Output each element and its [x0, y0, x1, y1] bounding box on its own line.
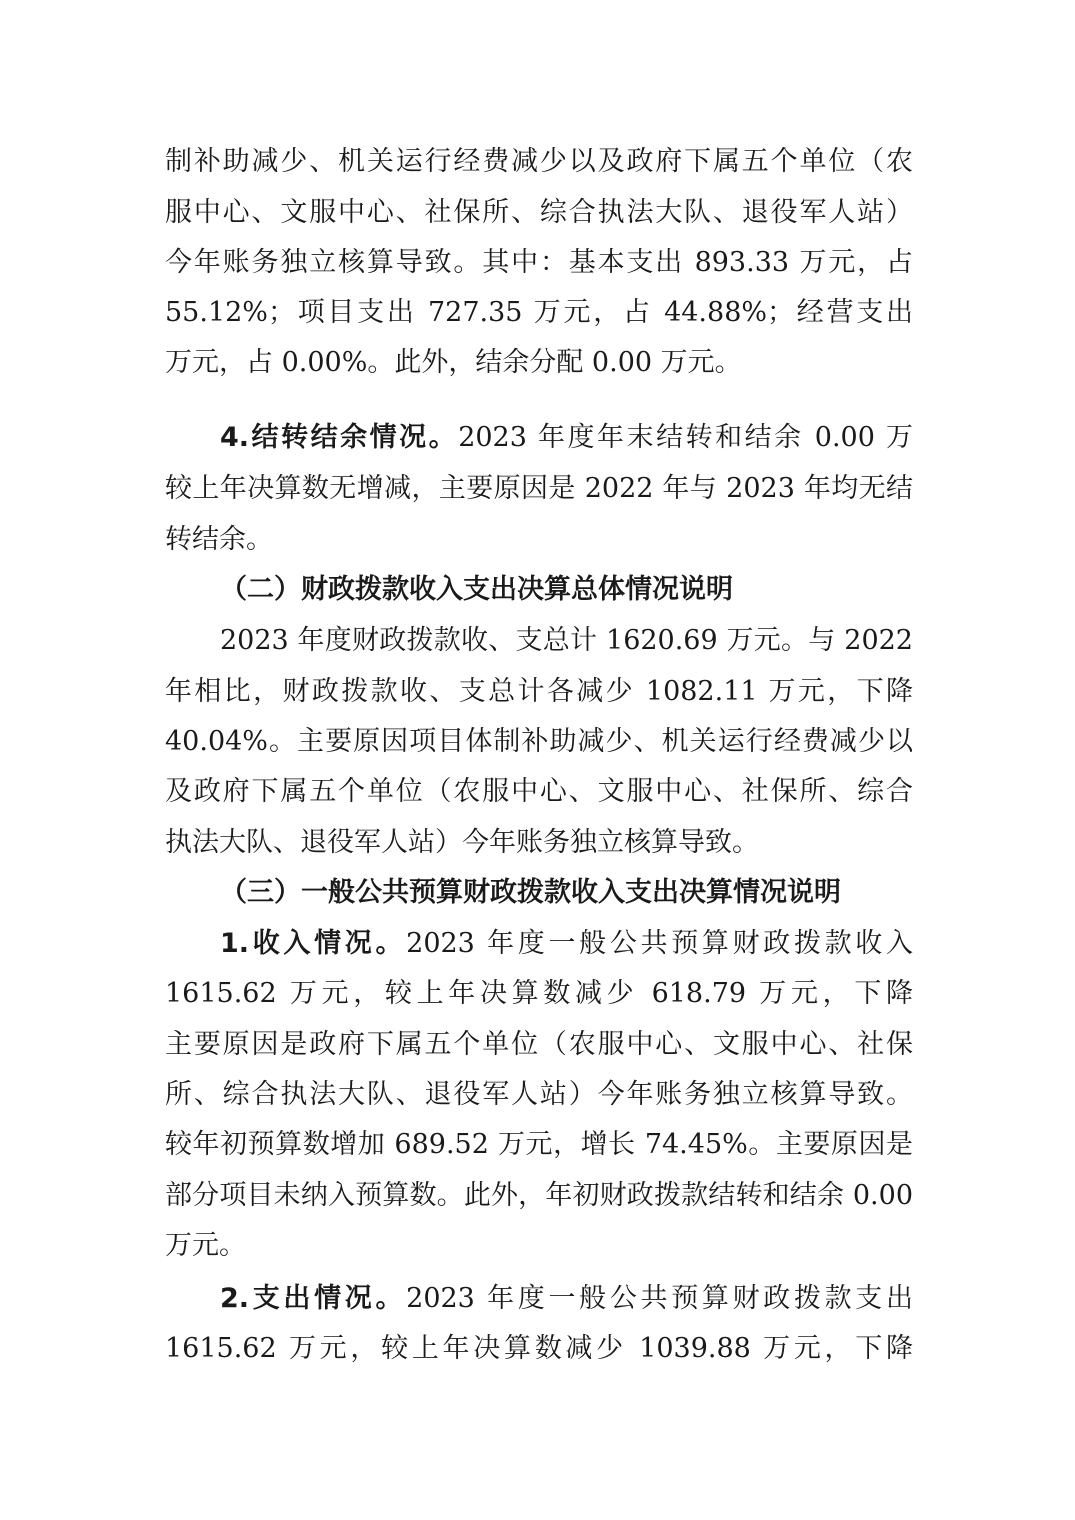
paragraph-line — [165, 1125, 913, 1165]
paragraph-line — [165, 293, 913, 333]
line-text: 今年账务独立核算导致。其中：基本支出 893.33 万元，占 — [165, 247, 913, 278]
line-text: 部分项目未纳入预算数。此外，年初财政拨款结转和结余 0.00 — [165, 1180, 913, 1211]
line-text: 制补助减少、机关运行经费减少以及政府下属五个单位（农 — [165, 146, 913, 177]
line-text: 2023 年度财政拨款收、支总计 1620.69 万元。与 2022 — [220, 625, 913, 656]
line-text: 2023 年度一般公共预算财政拨款支出 — [406, 1283, 913, 1314]
section-heading — [220, 570, 913, 610]
line-text: 年相比，财政拨款收、支总计各减少 1082.11 万元，下降 — [165, 676, 913, 707]
heading-text: （二）财政拨款收入支出决算总体情况说明 — [220, 574, 733, 605]
bold-lead-in: 4.结转结余情况。 — [220, 422, 459, 453]
paragraph-line — [165, 772, 913, 812]
line-text: 较上年决算数无增减，主要原因是 2022 年与 2023 年均无结 — [165, 473, 913, 504]
paragraph-line — [165, 142, 913, 182]
line-text: 所、综合执法大队、退役军人站）今年账务独立核算导致。 — [165, 1079, 913, 1110]
paragraph-line — [165, 193, 913, 233]
heading-text: （三）一般公共预算财政拨款收入支出决算情况说明 — [220, 877, 841, 908]
paragraph-line — [165, 1075, 913, 1115]
line-text: 1615.62 万元，较上年决算数减少 618.79 万元，下降 — [165, 978, 913, 1009]
paragraph-line — [165, 1176, 913, 1216]
line-text: 执法大队、退役军人站）今年账务独立核算导致。 — [165, 827, 759, 858]
line-text: 服中心、文服中心、社保所、综合执法大队、退役军人站） — [165, 197, 913, 228]
line-text: 及政府下属五个单位（农服中心、文服中心、社保所、综合 — [165, 776, 913, 807]
paragraph-line — [165, 823, 913, 863]
paragraph-line — [165, 1226, 913, 1266]
line-text: 较年初预算数增加 689.52 万元，增长 74.45%。主要原因是 — [165, 1129, 913, 1160]
paragraph-line — [165, 1025, 913, 1065]
paragraph-line — [165, 974, 913, 1014]
paragraph-line — [165, 520, 913, 560]
bold-lead-in: 2.支出情况。 — [220, 1283, 407, 1314]
section-heading — [220, 873, 913, 913]
line-text: 2023 年度一般公共预算财政拨款收入 — [406, 928, 913, 959]
line-text: 万元。 — [165, 1230, 246, 1261]
paragraph-line — [165, 243, 913, 283]
paragraph-line — [220, 621, 913, 661]
line-text: 主要原因是政府下属五个单位（农服中心、文服中心、社保 — [165, 1029, 913, 1060]
bold-lead-in: 1.收入情况。 — [220, 928, 407, 959]
paragraph-line — [165, 343, 913, 383]
line-text: 转结余。 — [165, 524, 273, 555]
paragraph-line — [165, 469, 913, 509]
line-text: 2023 年度年末结转和结余 0.00 万 — [458, 422, 913, 453]
paragraph-line — [165, 722, 913, 762]
paragraph-line — [220, 1279, 913, 1319]
paragraph-line — [220, 924, 913, 964]
line-text: 万元，占 0.00%。此外，结余分配 0.00 万元。 — [165, 347, 742, 378]
line-text: 40.04%。主要原因项目体制补助减少、机关运行经费减少以 — [165, 726, 913, 757]
paragraph-line — [165, 1329, 913, 1369]
paragraph-line — [220, 418, 913, 458]
line-text: 55.12%；项目支出 727.35 万元，占 44.88%；经营支出 — [165, 297, 913, 328]
line-text: 1615.62 万元，较上年决算数减少 1039.88 万元，下降 — [165, 1333, 913, 1364]
paragraph-line — [165, 672, 913, 712]
